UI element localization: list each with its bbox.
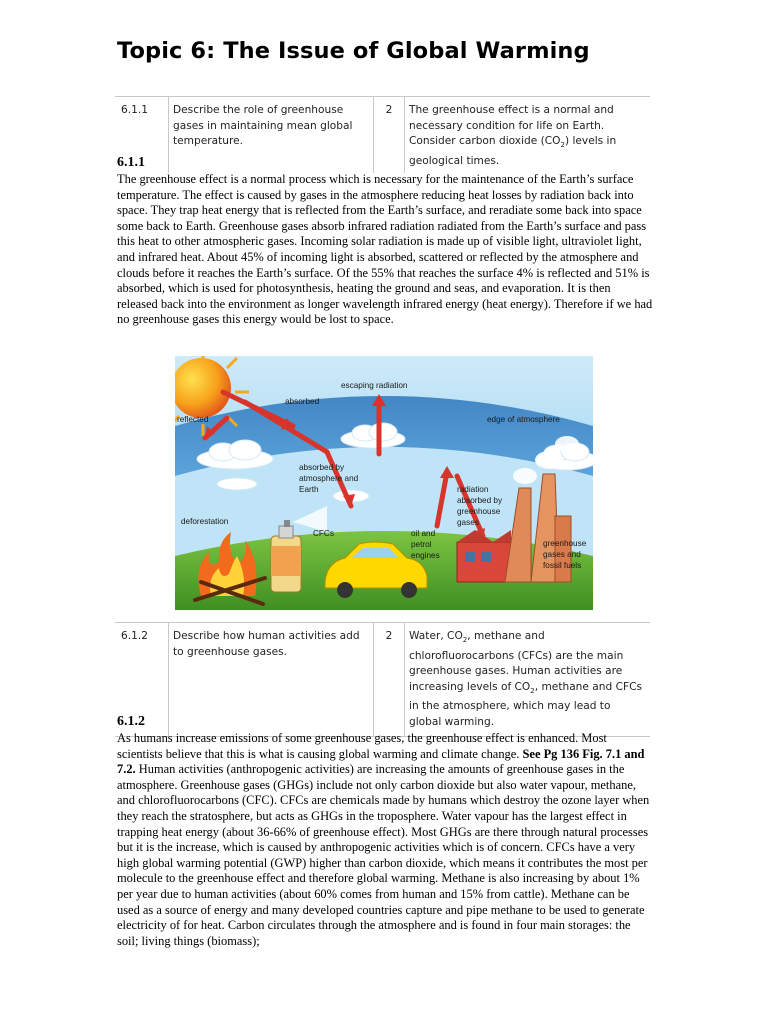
- section-heading-6-1-1: 6.1.1: [117, 155, 145, 170]
- table-row: [115, 623, 650, 737]
- label-ghg-2: gases and: [543, 550, 581, 559]
- label-oil-3: engines: [411, 551, 440, 560]
- label-reflected: reflected: [177, 415, 209, 424]
- label-escaping-radiation: escaping radiation: [341, 381, 408, 390]
- section-text-part-b: Human activities (anthropogenic activities) are increasing the amounts of greenhouse gases in the atmosphere. Greenhouse gases (GHGs) include not only carbon dioxide but also water vapour, methane, and chlorofluorocarbons (CFC). CFCs are chemicals made by humans which destroy the ozone layer when they reach the stratosphere, but acts as GHGs in the troposphere. Water vapour has the largest effect in trapping heat energy (about 36-66% of greenhouse effect). Most GHGs are there through natural processes but it is the increase, which is caused by anthropogenic activities which is of concern. CFCs have a very high global warming potential (GWP) higher than carbon dioxide, which means it contributes the most per molecule to the greenhouse effect and therefore global warming. Methane is also increasing by about 1% per year due to human activities (about 60% comes from human and 15% from cattle). Methane can be used as a source of energy and many developed countries capture and pipe methane to be used to generate electricity of for heat. Carbon circulates through the atmosphere and is found in four main storages: the soil; living things (biomass);: [117, 762, 650, 948]
- section-heading-6-1-2: 6.1.2: [117, 714, 145, 729]
- objective-level: 2: [374, 623, 405, 737]
- objective-description: Describe the role of greenhouse gases in maintaining mean global temperature.: [169, 97, 374, 174]
- objective-level: 2: [374, 97, 405, 174]
- section-text-part-a: As humans increase emissions of some greenhouse gases, the greenhouse effect is enhanced. Most scientists believe that this is what is causing global warming and climate change.: [117, 731, 607, 761]
- page-title: Topic 6: The Issue of Global Warming: [117, 38, 590, 64]
- label-radiation-1: radiation: [457, 485, 489, 494]
- objective-note: The greenhouse effect is a normal and necessary condition for life on Earth. Consider carbon dioxide $(CO_2)$ levels in geological times.: [405, 97, 651, 174]
- figure-reference: See Pg 136 Fig. 7.1 and 7.2.: [117, 746, 645, 777]
- objective-code: 6.1.2: [121, 630, 148, 642]
- label-ghg-3: fossil fuels: [543, 561, 582, 570]
- label-oil-1: oil and: [411, 529, 436, 538]
- objective-code: 6.1.1: [121, 104, 148, 116]
- label-absorbed-by-1: absorbed by: [299, 463, 345, 472]
- label-cfcs: CFCs: [313, 529, 334, 538]
- label-deforestation: deforestation: [181, 517, 229, 526]
- label-absorbed-by-3: Earth: [299, 485, 319, 494]
- label-edge-of-atmosphere: edge of atmosphere: [487, 415, 560, 424]
- label-absorbed-by-2: atmosphere and: [299, 474, 359, 483]
- label-ghg-1: greenhouse: [543, 539, 587, 548]
- label-radiation-4: gases: [457, 518, 479, 527]
- greenhouse-effect-diagram: [175, 356, 593, 610]
- label-radiation-3: greenhouse: [457, 507, 501, 516]
- table-row: [115, 97, 650, 174]
- objective-description: Describe how human activities add to greenhouse gases.: [169, 623, 374, 737]
- label-radiation-2: absorbed by: [457, 496, 503, 505]
- objective-table-6-1-2: [115, 622, 650, 737]
- objective-table-6-1-1: [115, 96, 650, 173]
- objective-note: Water, $CO_2$, methane and chlorofluorocarbons (CFCs) are the main greenhouse gases. Human activities are increasing levels of $CO_2$, methane and CFCs in the atmosphere, which may lead to global warming.: [405, 623, 651, 737]
- label-absorbed: absorbed: [285, 397, 320, 406]
- section-text-6-1-1: The greenhouse effect is a normal process which is necessary for the maintenance of the Earth’s surface temperature. The effect is caused by gases in the atmosphere reducing heat losses by radiation back into space. They trap heat energy that is reflected from the Earth’s surface, and reradiate some back into space some back to Earth. Greenhouse gases absorb infrared radiation radiated from the Earth’s surface and pass this heat to other atmospheric gases. Incoming solar radiation is made up of visible light, ultraviolet light, and infrared heat. About 45% of incoming light is absorbed, scattered or reflected by the atmosphere and clouds before it reaches the Earth’s surface. Of the 55% that reaches the surface 4% is reflected and 51% is absorbed, which is used for photosynthesis, heating the ground and seas, and evaporation. It is then released back into the environment as longer wavelength infrared energy (heat energy). Therefore if we had no greenhouse gases this energy would be lost to space.: [117, 172, 653, 327]
- label-oil-2: petrol: [411, 540, 432, 549]
- section-text-6-1-2: [117, 731, 654, 949]
